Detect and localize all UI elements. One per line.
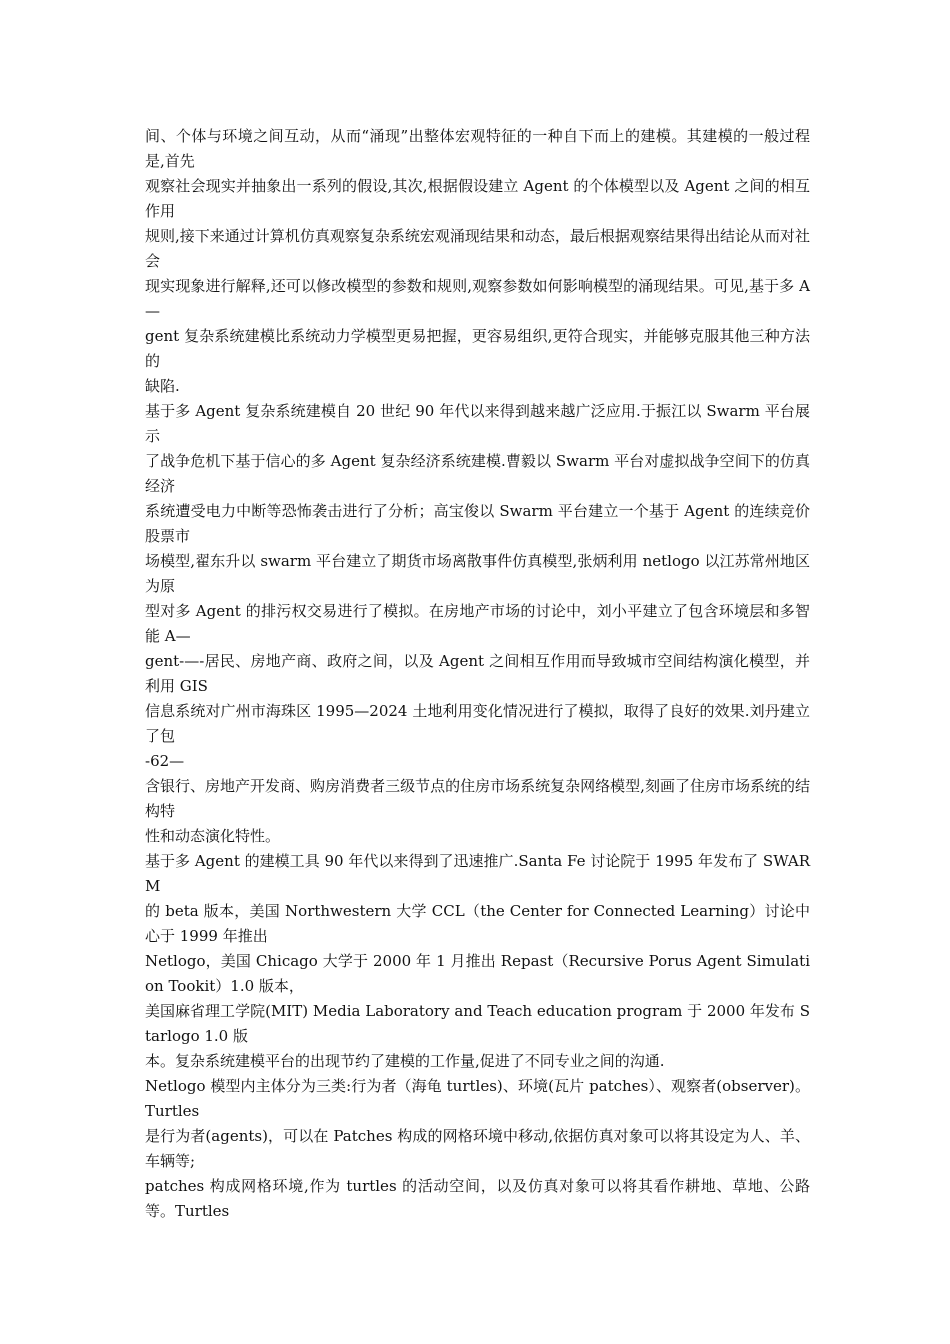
text-line: 信息系统对广州市海珠区 1995—2024 土地利用变化情况进行了模拟，取得了良好的效果.刘丹建立了包 bbox=[145, 702, 810, 745]
text-line: 型对多 Agent 的排污权交易进行了模拟。在房地产市场的讨论中，刘小平建立了包含环境层和多智能 A— bbox=[145, 602, 810, 645]
text-line: 了战争危机下基于信心的多 Agent 复杂经济系统建模.曹毅以 Swarm 平台对虚拟战争空间下的仿真经济 bbox=[145, 452, 810, 495]
text-line: 是行为者(agents)，可以在 Patches 构成的网格环境中移动,依据仿真对象可以将其设定为人、羊、车辆等; bbox=[145, 1127, 810, 1170]
text-line: gent 复杂系统建模比系统动力学模型更易把握，更容易组织,更符合现实，并能够克服其他三种方法的 bbox=[145, 327, 810, 370]
text-line: 间、个体与环境之间互动，从而“涌现”出整体宏观特征的一种自下而上的建模。其建模的一般过程是,首先 bbox=[145, 127, 810, 170]
text-line: Netlogo 模型内主体分为三类:行为者（海龟 turtles)、环境(瓦片 patches）、观察者(observer)。Turtles bbox=[145, 1077, 810, 1120]
text-line: 现实现象进行解释,还可以修改模型的参数和规则,观察参数如何影响模型的涌现结果。可见,基于多 A— bbox=[145, 277, 810, 320]
text-line: 系统遭受电力中断等恐怖袭击进行了分析；高宝俊以 Swarm 平台建立一个基于 Agent 的连续竞价股票市 bbox=[145, 502, 810, 545]
text-line: 基于多 Agent 的建模工具 90 年代以来得到了迅速推广.Santa Fe 讨论院于 1995 年发布了 SWARM bbox=[145, 852, 810, 895]
text-line: Netlogo，美国 Chicago 大学于 2000 年 1 月推出 Repast（Recursive Porus Agent Simulation Tookit）1.0 版本， bbox=[145, 952, 810, 995]
text-line: 场模型,翟东升以 swarm 平台建立了期货市场离散事件仿真模型,张炳利用 netlogo 以江苏常州地区为原 bbox=[145, 552, 810, 595]
text-line: 基于多 Agent 复杂系统建模自 20 世纪 90 年代以来得到越来越广泛应用.于振江以 Swarm 平台展示 bbox=[145, 402, 810, 445]
text-line: 美国麻省理工学院(MIT) Media Laboratory and Teach education program 于 2000 年发布 Starlogo 1.0 版 bbox=[145, 1002, 810, 1045]
page-number: -62— bbox=[145, 752, 185, 770]
body-text bbox=[145, 124, 810, 1224]
text-line: 规则,接下来通过计算机仿真观察复杂系统宏观涌现结果和动态，最后根据观察结果得出结论从而对社会 bbox=[145, 227, 810, 270]
text-line: 含银行、房地产开发商、购房消费者三级节点的住房市场系统复杂网络模型,刻画了住房市场系统的结构特 bbox=[145, 777, 810, 820]
text-line: patches 构成网格环境,作为 turtles 的活动空间，以及仿真对象可以将其看作耕地、草地、公路等。Turtles bbox=[145, 1177, 810, 1220]
text-line: 性和动态演化特性。 bbox=[145, 827, 281, 845]
text-line: 的 beta 版本，美国 Northwestern 大学 CCL（the Center for Connected Learning）讨论中心于 1999 年推出 bbox=[145, 902, 810, 945]
text-line: 观察社会现实并抽象出一系列的假设,其次,根据假设建立 Agent 的个体模型以及 Agent 之间的相互作用 bbox=[145, 177, 810, 220]
text-line: gent-—-居民、房地产商、政府之间，以及 Agent 之间相互作用而导致城市空间结构演化模型，并利用 GIS bbox=[145, 652, 810, 695]
text-line: 本。复杂系统建模平台的出现节约了建模的工作量,促进了不同专业之间的沟通. bbox=[145, 1052, 665, 1070]
text-line: 缺陷. bbox=[145, 377, 180, 395]
